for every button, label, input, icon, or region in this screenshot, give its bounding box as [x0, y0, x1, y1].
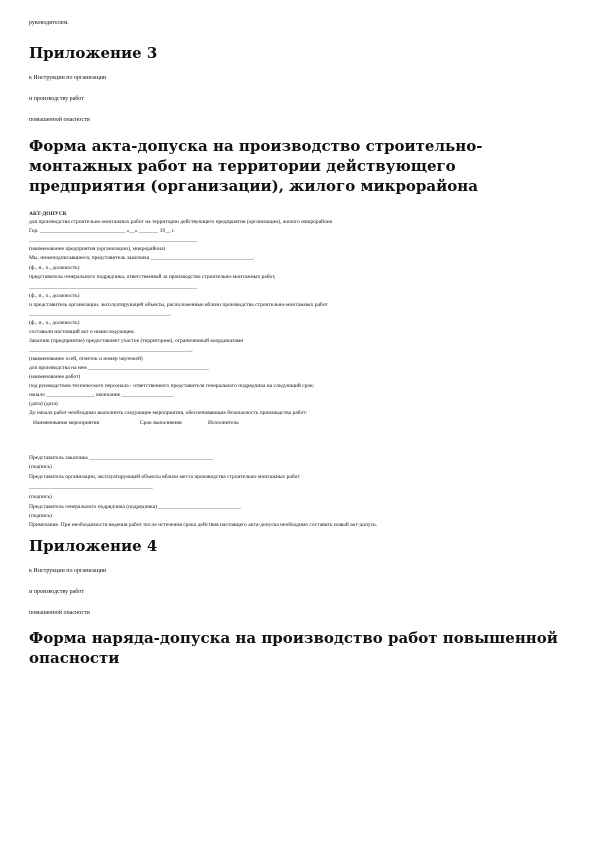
- act-line: _____________________________________________________________: [29, 237, 197, 243]
- appendix-4-title: Приложение 4: [29, 537, 158, 555]
- act-line: для производства строительно-монтажных работ на территории действующего предприятия (организации), жилого микрорайона: [29, 219, 333, 225]
- table-header-deadline: Срок выполнения: [140, 420, 182, 426]
- signature-line: (подпись): [29, 494, 52, 500]
- act-line: начало _________________, окончание ___________________: [29, 392, 174, 398]
- act-line: Заказчик (предприятие) предоставляет участок (территорию), ограниченный координатами: [29, 338, 244, 344]
- appendix-3-meta-2: и производству работ: [29, 96, 84, 102]
- appendix-4-form-title: Форма наряда-допуска на производство работ повышенной опасности: [29, 629, 558, 667]
- appendix-3-title: Приложение 3: [29, 44, 158, 62]
- appendix-3-meta-1: к Инструкции по организации: [29, 75, 107, 81]
- act-note: Примечание. При необходимости ведения работ после истечения срока действия настоящего акта-допуска необходимо составить новый акт-допуск.: [29, 522, 378, 528]
- act-line: До начала работ необходимо выполнить следующие мероприятия, обеспечивающие безопасность производства работ:: [29, 410, 308, 416]
- appendix-4-meta-3: повышенной опасности: [29, 610, 90, 616]
- act-line: и представитель организации, эксплуатирующей объекты, расположенные вблизи производства строительно-монтажных работ: [29, 302, 328, 308]
- signature-line: Представитель генерального подрядчика (подрядчика) ______________________________: [29, 504, 241, 510]
- act-line: ___________________________________________________,: [29, 311, 171, 317]
- act-line: _____________________________________________________________: [29, 284, 197, 290]
- act-line: (наименование работ): [29, 374, 81, 380]
- appendix-4-meta-1: к Инструкции по организации: [29, 568, 107, 574]
- act-line: (ф., и., о., должность): [29, 265, 80, 271]
- appendix-3-form-title: Форма акта-допуска на производство строительно-монтажных работ на территории действующего предприятия (организации), жилого микрорайона: [29, 137, 483, 195]
- appendix-3-meta-3: повышенной опасности: [29, 117, 90, 123]
- signature-line: (подпись): [29, 513, 52, 519]
- top-text: руководителем.: [29, 20, 69, 26]
- signature-line: _____________________________________________: [29, 484, 153, 490]
- act-line: ___________________________________________________________,: [29, 347, 193, 353]
- act-line: составили настоящий акт о нижеследующем.: [29, 329, 135, 335]
- appendix-4-meta-2: и производству работ: [29, 589, 84, 595]
- act-line: Гор. _______________________________ «__» _______ 19__ г.: [29, 228, 175, 234]
- act-line: представитель генерального подрядчика, ответственный за производство строительно-монтажных работ,: [29, 274, 276, 280]
- signature-line: Представитель заказчика _____________________________________________: [29, 455, 213, 461]
- act-line: Мы, нижеподписавшиеся, представитель заказчика _____________________________________,: [29, 255, 254, 261]
- table-header-executor: Исполнитель: [208, 420, 239, 426]
- act-line: (наименование предприятия (организации), микрорайона): [29, 246, 166, 252]
- act-line: (наименование осей, отметок и номер чертежей): [29, 356, 143, 362]
- signature-line: (подпись): [29, 464, 52, 470]
- act-line: под руководством технического персонала - ответственного представителя генерального подрядчика на следующий срок:: [29, 383, 315, 389]
- table-header-measure: Наименование мероприятия: [33, 420, 100, 426]
- act-line: (дата) (дата): [29, 401, 58, 407]
- act-line: для производства на нем ____________________________________________: [29, 365, 210, 371]
- act-line: (ф., и., о., должность): [29, 293, 80, 299]
- signature-line: Представитель организации, эксплуатирующей объекты вблизи места производства строительно-монтажных работ: [29, 474, 300, 480]
- act-line: (ф., и., о., должность): [29, 320, 80, 326]
- act-heading: АКТ-ДОПУСК: [29, 211, 67, 217]
